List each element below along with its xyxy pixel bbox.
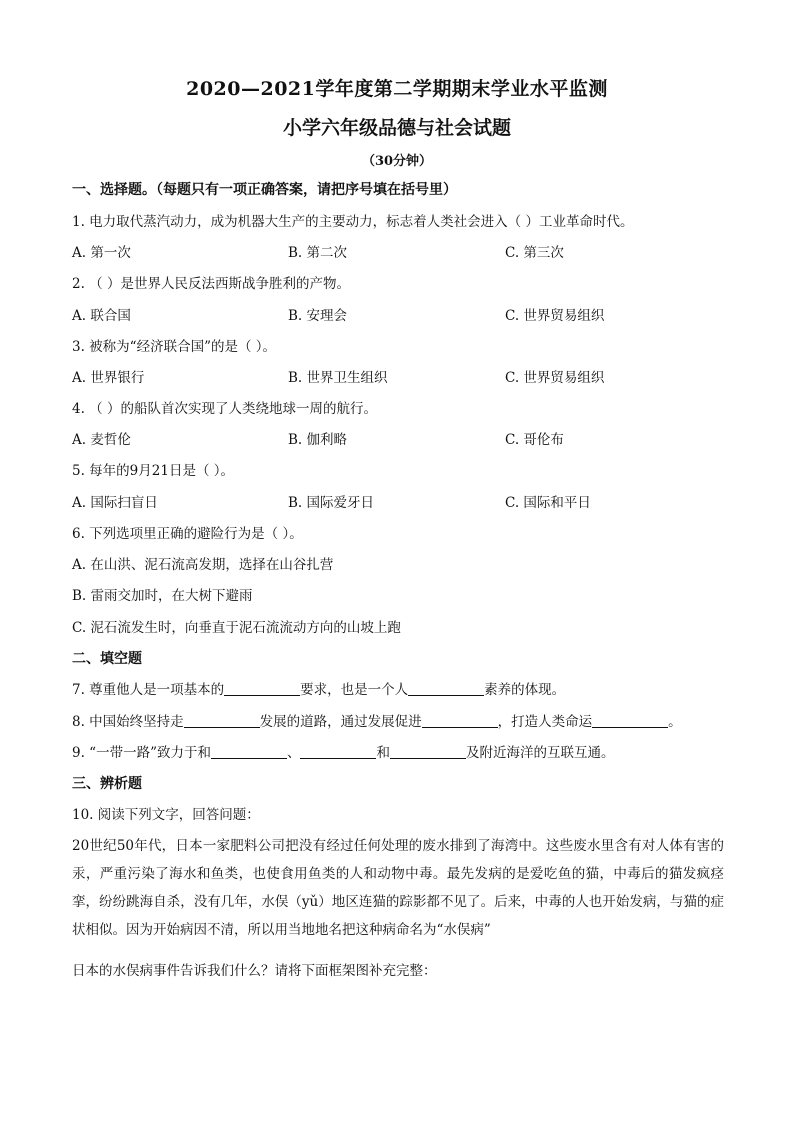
answer-blank[interactable]: [408, 681, 484, 696]
q1-option-a: A. 第一次: [72, 245, 131, 261]
q8-text-3: ，打造人类命运: [497, 714, 593, 730]
answer-blank[interactable]: [390, 744, 466, 759]
q8-text-2: 发展的道路，通过发展促进: [259, 714, 422, 730]
question-9: [72, 744, 614, 762]
question-3: 3. 被称为“经济联合国”的是（ ）。: [72, 339, 277, 355]
question-10-prompt: 日本的水俣病事件告诉我们什么？请将下面框架图补充完整：: [72, 963, 437, 979]
q2-option-a: A. 联合国: [72, 308, 131, 324]
q3-option-a: A. 世界银行: [72, 370, 145, 386]
q4-option-b: B. 伽利略: [288, 432, 348, 448]
q3-option-b: B. 世界卫生组织: [288, 370, 388, 386]
answer-blank[interactable]: [300, 744, 376, 759]
q2-option-b: B. 安理会: [288, 308, 348, 324]
q9-text-4: 及附近海洋的互联互通。: [465, 745, 615, 761]
question-5: 5. 每年的9月21日是（ ）。: [72, 463, 234, 479]
answer-blank[interactable]: [422, 713, 498, 728]
question-8: [72, 713, 682, 731]
question-6: 6. 下列选项里正确的避险行为是（ ）。: [72, 526, 303, 542]
exam-subtitle: 小学六年级品德与社会试题: [282, 117, 511, 139]
answer-blank[interactable]: [184, 713, 260, 728]
q7-text-3: 素养的体现。: [484, 682, 566, 698]
question-1: 1. 电力取代蒸汽动力，成为机器大生产的主要动力，标志着人类社会进入（ ）工业革命时代。: [72, 214, 634, 230]
question-2: 2. （ ）是世界人民反法西斯战争胜利的产物。: [72, 276, 350, 292]
q5-option-b: B. 国际爱牙日: [288, 495, 375, 511]
q6-option-c: C. 泥石流发生时，向垂直于泥石流流动方向的山坡上跑: [72, 620, 401, 636]
q5-option-a: A. 国际扫盲日: [72, 495, 158, 511]
question-7: [72, 681, 565, 699]
q2-option-c: C. 世界贸易组织: [505, 308, 605, 324]
q5-option-c: C. 国际和平日: [505, 495, 591, 511]
q3-option-c: C. 世界贸易组织: [505, 370, 605, 386]
q7-text-2: 要求，也是一个人: [300, 682, 409, 698]
section-heading-choice: 一、选择题。（每题只有一项正确答案，请把序号填在括号里）: [72, 182, 457, 198]
answer-blank[interactable]: [224, 681, 300, 696]
question-10: 10. 阅读下列文字，回答问题：: [72, 807, 260, 823]
q1-option-b: B. 第二次: [288, 245, 348, 261]
q6-option-a: A. 在山洪、泥石流高发期，选择在山谷扎营: [72, 557, 334, 573]
q9-text-2: 、: [286, 745, 301, 761]
answer-blank[interactable]: [592, 713, 668, 728]
exam-title: 2020—2021学年度第二学期期末学业水平监测: [186, 78, 608, 100]
q4-option-c: C. 哥伦布: [505, 432, 564, 448]
answer-blank[interactable]: [211, 744, 287, 759]
question-4: 4. （ ）的船队首次实现了人类绕地球一周的航行。: [72, 401, 377, 417]
q8-text-1: 8. 中国始终坚持走: [72, 714, 184, 730]
q9-text-1: 9. “一带一路”致力于和: [72, 745, 211, 761]
q8-text-4: 。: [668, 714, 682, 730]
exam-duration: （30分钟）: [361, 154, 433, 169]
q9-text-3: 和: [376, 745, 390, 761]
q7-text-1: 7. 尊重他人是一项基本的: [72, 682, 225, 698]
section-heading-analysis: 三、辨析题: [72, 776, 142, 792]
q1-option-c: C. 第三次: [505, 245, 564, 261]
q4-option-a: A. 麦哲伦: [72, 432, 131, 448]
q6-option-b: B. 雷雨交加时，在大树下避雨: [72, 588, 253, 604]
reading-passage: 20世纪50年代，日本一家肥料公司把没有经过任何处理的废水排到了海湾中。这些废水里含有对人体有害的汞，严重污染了海水和鱼类，也使食用鱼类的人和动物中毒。最先发病的是爱吃鱼的猫，中毒后的猫发疯痉挛，纷纷跳海自杀，没有几年，水俣（yǔ）地区连猫的踪影都不见了。后来，中毒的人也开始发病，与猫的症状相似。因为开始病因不清，所以用当地地名把这种病命名为“水俣病”: [72, 838, 724, 938]
section-heading-fill: 二、填空题: [72, 651, 142, 667]
